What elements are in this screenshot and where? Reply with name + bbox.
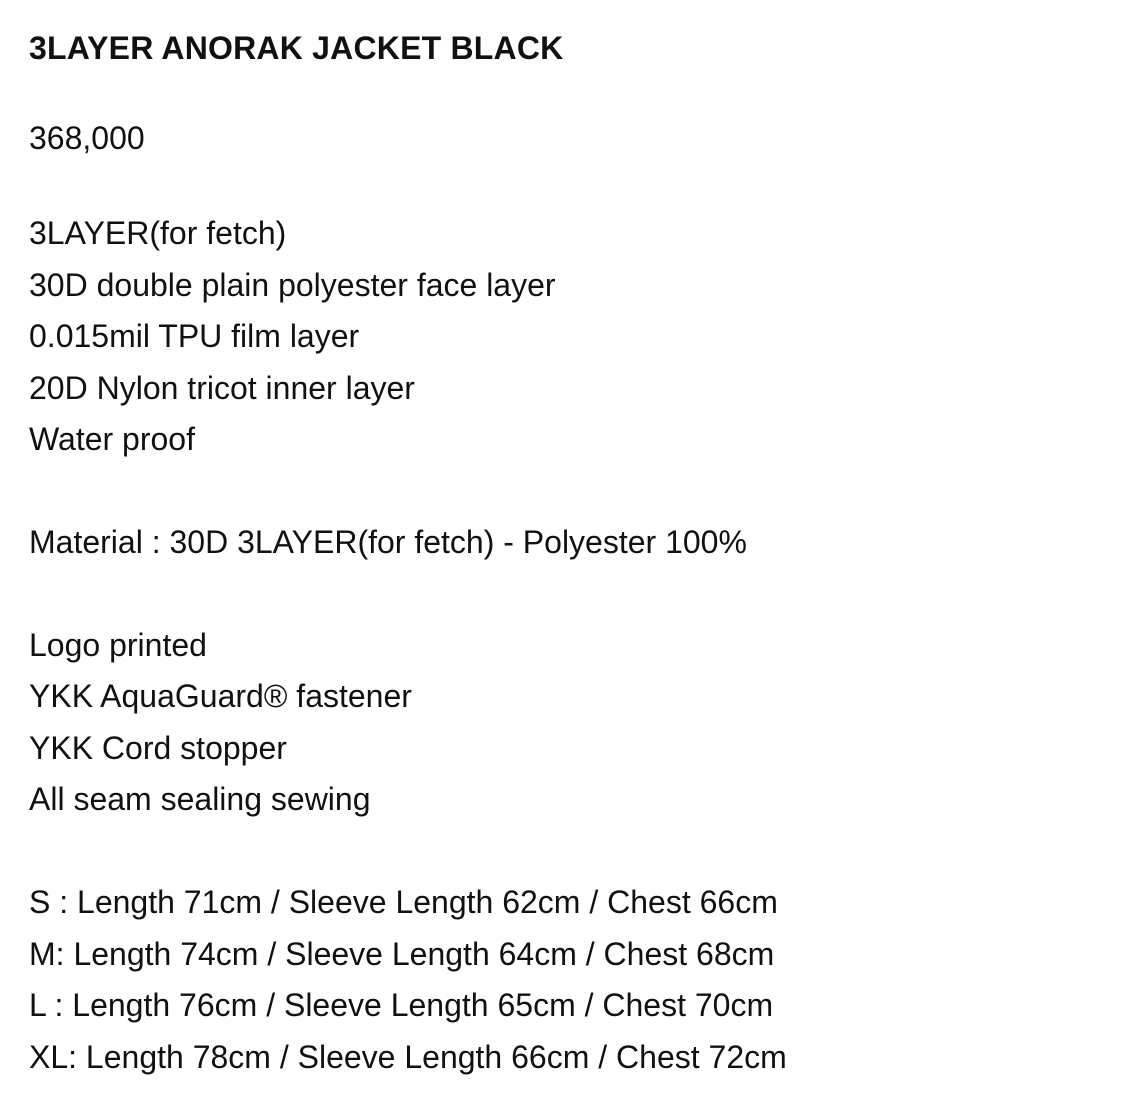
size-line-s: S : Length 71cm / Sleeve Length 62cm / Chest 66cm <box>29 883 778 920</box>
size-line-m: M: Length 74cm / Sleeve Length 64cm / Chest 68cm <box>29 935 775 972</box>
fabric-spec-line: 3LAYER(for fetch) <box>29 215 287 251</box>
material-line: Material : 30D 3LAYER(for fetch) - Polyester 100% <box>29 523 747 560</box>
feature-line: All seam sealing sewing <box>29 781 371 818</box>
feature-list <box>29 620 1099 826</box>
size-line-xl: XL: Length 78cm / Sleeve Length 66cm / Chest 72cm <box>29 1038 787 1075</box>
product-description <box>29 26 1099 1083</box>
feature-line: Logo printed <box>29 626 207 663</box>
fabric-spec-list <box>29 208 1099 466</box>
fabric-spec-line: 0.015mil TPU film layer <box>29 318 360 355</box>
size-line-l: L : Length 76cm / Sleeve Length 65cm / Chest 70cm <box>29 987 774 1024</box>
fabric-spec-line: 30D double plain polyester face layer <box>29 266 556 303</box>
fabric-spec-line: Water proof <box>29 421 195 458</box>
material-section <box>29 517 1099 569</box>
product-title: 3LAYER ANORAK JACKET BLACK <box>29 30 564 66</box>
product-price: 368,000 <box>29 120 145 156</box>
feature-line: YKK AquaGuard® fastener <box>29 678 412 715</box>
fabric-spec-line: 20D Nylon tricot inner layer <box>29 369 415 406</box>
size-chart <box>29 877 1099 1083</box>
feature-line: YKK Cord stopper <box>29 729 287 766</box>
